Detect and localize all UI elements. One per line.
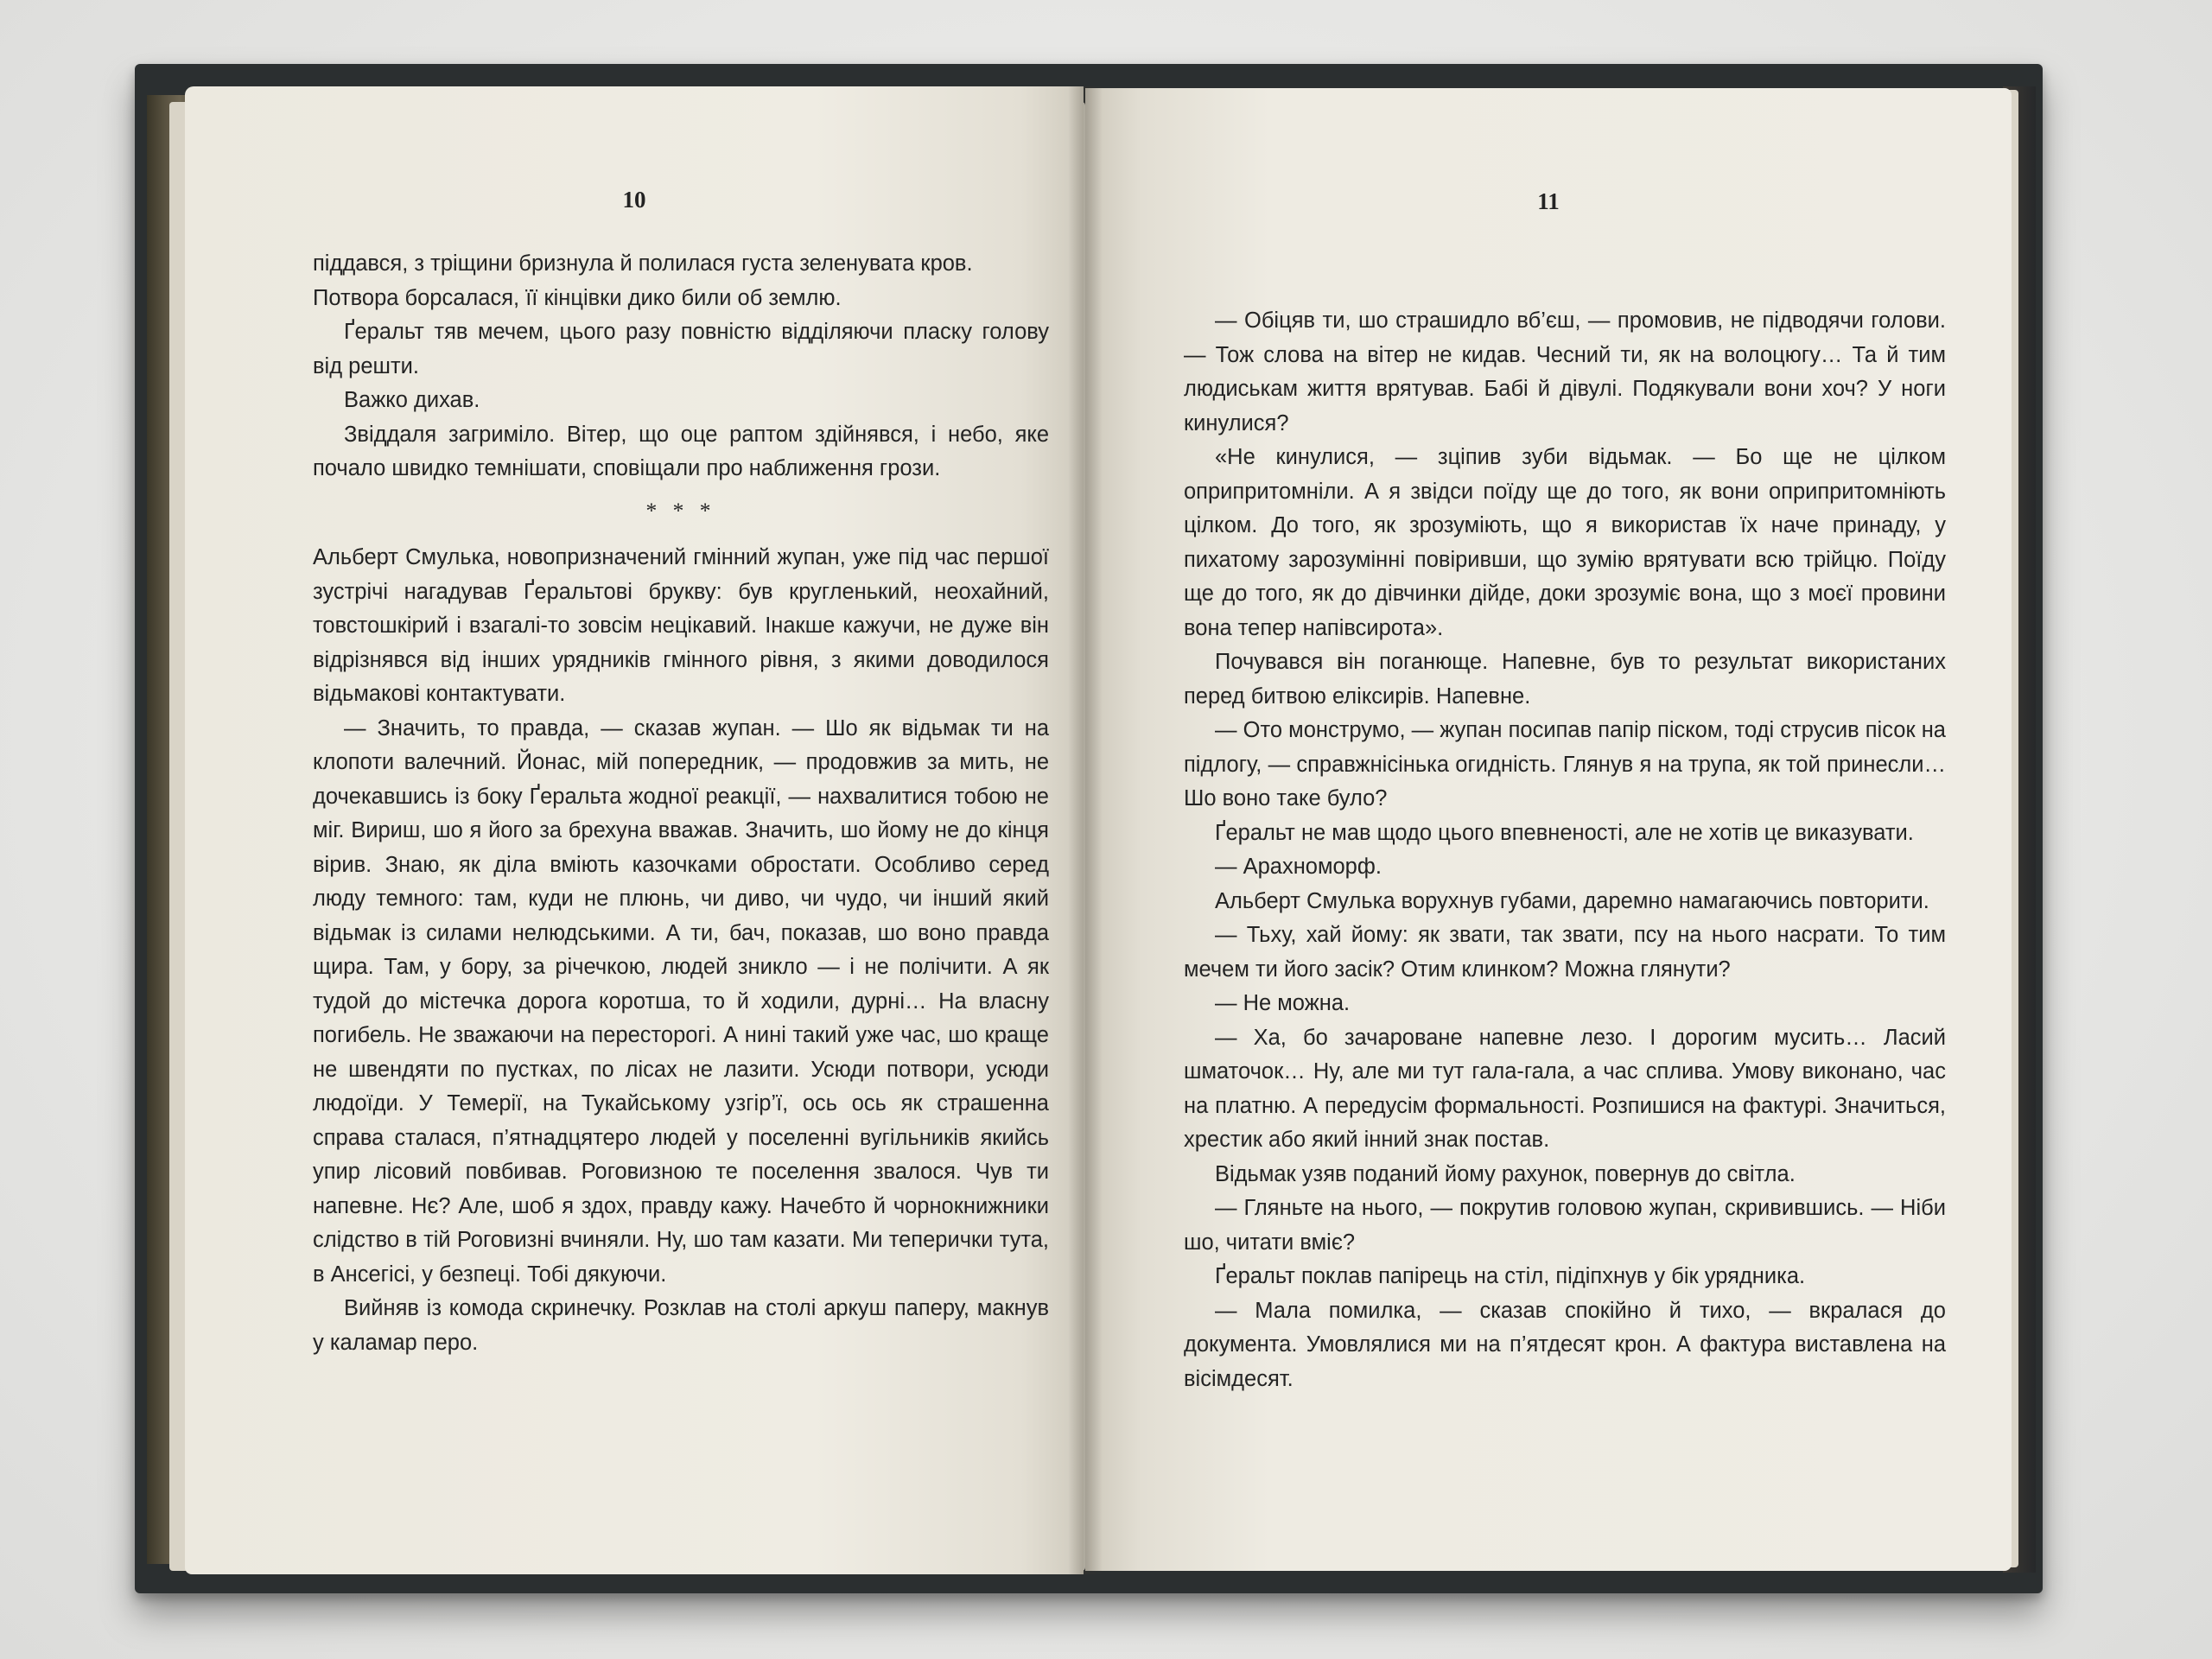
page-text [313,247,1049,1360]
paragraph: Звіддаля загриміло. Вітер, що оце раптом здійнявся, і небо, яке почало швидко темнішати, сповіщали про наближення грози. [313,422,1049,480]
paragraph: Вийняв із комода скринечку. Розклав на столі аркуш паперу, макнув у каламар перо. [313,1296,1049,1355]
paragraph: — Значить, то правда, — сказав жупан. — Шо як відьмак ти на клопоти валечний. Йонас, мій попередник, — продовжив за мить, не дочекавшись із боку Ґеральта жодної реакції, — нахвалитися тобою не міг. Вириш, шо я його за брехуна вважав. Значить, шо йому не до кінця вірив. Знаю, як діла вміють казочками обростати. Особливо серед люду темного: там, куди не плюнь, чи диво, чи чудо, чи інший який відьмак із силами нелюдськими. А ти, бач, показав, шо воно правда щира. Там, у бору, за річечкою, людей зникло — і не полічити. А як тудой до містечка дорога коротша, то й ходили, дурні… На власну погибель. Не зважаючи на пересторогі. А нині такий уже час, шо краще не швендяти по пустках, по лісах не лазити. Усюди потвори, усюди людоїди. У Темерії, на Тукайському узгір’ї, ось ось як страшенна справа сталася, п’ятнадцятеро людей у поселенні вугільників якийсь упир лісовий повбивав. Роговизною те поселення звалося. Чув ти напевне. Нє? Але, шоб я здох, правду кажу. Начебто й чорнокнижники слідство в тій Роговизні вчиняли. Ну, шо там казати. Ми теперички тута, в Ансегісі, у безпеці. Тобі дякуючи. [313,715,1049,1287]
paragraph: Важко дихав. [344,388,480,412]
paragraph: — Тьху, хай йому: як звати, так звати, псу на нього насрати. То тим мечем ти його засік? Отим клинком? Можна глянути? [1184,923,1946,982]
paragraph: Відьмак узяв поданий йому рахунок, повернув до світла. [1215,1161,1796,1186]
right-page [1085,88,2012,1571]
paragraph: Ґеральт тяв мечем, цього разу повністю відділяючи пласку голову від решти. [313,320,1049,378]
left-page [185,86,1084,1574]
paragraph: Ґеральт не мав щодо цього впевненості, але не хотів це виказувати. [1215,820,1914,845]
page-text [1184,304,1946,1396]
paragraph: «Не кинулися, — зціпив зуби відьмак. — Бо ще не цілком оприпритомніли. А я звідси поїду ще до того, як вони оприпритомніють цілком. До того, як зрозуміють, що я використав їх наче принаду, у пихатому зарозумінні повіривши, що зумію врятувати всю трійцю. Поїду ще до того, як до дівчинки дійде, доки зрозуміє вона, що з моєї провини вона тепер напівсирота». [1184,445,1946,640]
paragraph: піддався, з тріщини бризнула й полилася густа зеленувата кров. [313,251,973,276]
paragraph: Ґеральт поклав папірець на стіл, підіпхнув у бік урядника. [1215,1264,1806,1288]
paragraph: — Ха, бо зачароване напевне лезо. І дорогим мусить… Ласий шматочок… Ну, але ми тут гала-гала, а час сплива. Умову виконано, час на платню. А передусім формальності. Розпишися на фактурі. Значиться, хрестик або який інний знак постав. [1184,1025,1946,1152]
paragraph: — Ото монструмо, — жупан посипав папір піском, тоді струсив пісок на підлогу, — справжнісінька огидність. Глянув я на трупа, як той принесли… Шо воно таке було? [1184,718,1946,810]
paragraph: Почувався він поганюще. Напевне, був то результат використаних перед битвою еліксирів. Напевне. [1184,650,1946,709]
paragraph: — Не можна. [1215,991,1351,1015]
section-separator: * * * [645,497,716,523]
paragraph: — Обіцяв ти, шо страшидло вб’єш, — промовив, не підводячи голови. — Тож слова на вітер не кидав. Чесний ти, як на волоцюгу… Та й тим людиськам життя врятував. Бабі й дівулі. Подякували вони хоч? У ноги кинулися? [1184,308,1946,435]
paragraph: — Арахноморф. [1215,855,1382,879]
paragraph: Альберт Смулька, новопризначений гмінний жупан, уже під час першої зустрічі нагадував Ґеральтові брукву: був кругленький, неохайний, товстошкірий і взагалі-то зовсім нецікавий. Інакше кажучи, не дуже він відрізнявся від інших урядників гмінного рівня, з якими доводилося відьмакові контактувати. [313,545,1049,706]
page-number: 10 [622,187,646,213]
page-number: 11 [1537,188,1560,214]
paragraph: — Гляньте на нього, — покрутив головою жупан, скривившись. — Ніби шо, читати вміє? [1184,1196,1946,1255]
paragraph: — Мала помилка, — сказав спокійно й тихо, — вкралася до документа. Умовлялися ми на п’ятдесят крон. А фактура виставлена на вісімдесят. [1184,1298,1946,1391]
book-gutter [1068,86,1103,1574]
paragraph: Альберт Смулька ворухнув губами, даремно намагаючись повторити. [1215,888,1929,913]
paragraph: Потвора борсалася, її кінцівки дико били об землю. [313,285,842,310]
